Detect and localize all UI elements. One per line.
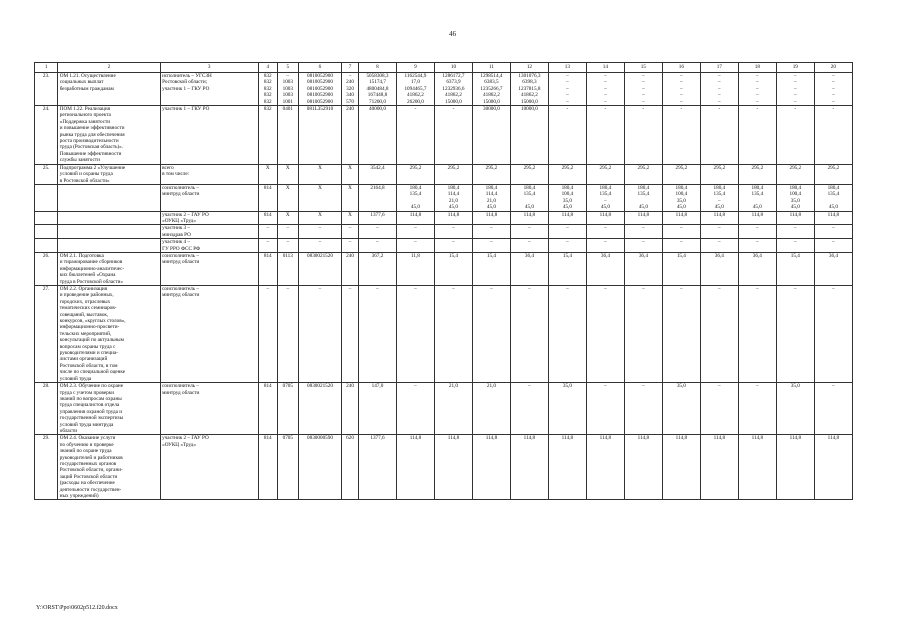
page-number: 46 [449,30,456,38]
table-row [35,435,853,500]
table-cell: – [434,286,472,383]
table-cell: - [738,106,776,165]
table-cell: ПОМ 1.22. Реализация регионального проекта «Поддержка занятости и повышение эффективности рынка труда для обеспечения роста производительности труда (Ростовская область)». Повышение эффективности службы занятости [58,106,160,165]
table-cell: 114,8 [624,211,662,225]
table-cell: – [700,225,738,239]
table-cell: X [277,164,298,184]
table-cell: – [700,383,738,435]
table-cell [35,184,58,211]
column-header: 4 [258,63,277,73]
table-cell: – [776,239,814,253]
table-cell [35,211,58,225]
table-cell: – [548,239,586,253]
table-cell: 29. [35,435,58,500]
table-cell: – [298,239,341,253]
table-header-row [35,63,853,73]
table-cell: участник 3 – минздрав РО [160,225,258,239]
table-cell: – [277,239,298,253]
table-cell: – [510,239,548,253]
table-cell: – [776,225,814,239]
table-cell [58,184,160,211]
table-cell: – [258,239,277,253]
table-cell: – [738,383,776,435]
table-cell: – – – – – [548,73,586,106]
table-cell: 295,2 [396,164,434,184]
table-cell: 114,8 [776,435,814,500]
table-cell: – [586,383,624,435]
table-cell: – [358,239,396,253]
table-cell: – [277,225,298,239]
table-cell: – [662,239,700,253]
table-cell: - [586,106,624,165]
column-header: 12 [510,63,548,73]
table-cell: 180,4 135,4 – 45,0 [586,184,624,211]
table-cell: X [277,184,298,211]
table-cell: 832 832 832 832 832 [258,73,277,106]
table-cell: 23. [35,73,58,106]
table-cell: – [434,225,472,239]
table-cell: 180,4 135,4 45,0 [738,184,776,211]
table-cell: 114,8 [548,211,586,225]
table-cell: – [258,286,277,383]
table-cell: 40000,0 [358,106,396,165]
table-cell: 36,4 [586,252,624,285]
table-cell: – [776,286,814,383]
table-row [35,73,853,106]
table-cell: – [662,286,700,383]
table-cell: – [814,239,852,253]
table-cell: 35,0 [548,383,586,435]
column-header: 10 [434,63,472,73]
table-cell: 11,8 [396,252,434,285]
table-cell: 180,4 114,4 21,0 45,0 [472,184,510,211]
table-cell: 26. [35,252,58,285]
table-cell: – [472,286,510,383]
table-row [35,164,853,184]
table-cell: 114,8 [434,435,472,500]
table-row [35,252,853,285]
table-cell: 814 [258,252,277,285]
table-row [35,286,853,383]
table-cell: 15,4 [548,252,586,285]
table-cell: – [738,286,776,383]
column-header: 14 [586,63,624,73]
table-cell: 367,2 [358,252,396,285]
table-cell [58,239,160,253]
table-cell: 180,4 100,4 35,0 45,0 [776,184,814,211]
table-cell: – [298,286,341,383]
table-cell: 114,8 [396,435,434,500]
table-cell: 814 [258,211,277,225]
table-cell: 114,8 [548,435,586,500]
table-cell: 180,4 135,4 45,0 [624,184,662,211]
table-cell: – [700,239,738,253]
table-row [35,184,853,211]
table-cell: 2164,8 [358,184,396,211]
table-cell: – [738,225,776,239]
table-cell: 25. [35,164,58,184]
table-cell: 147,0 [358,383,396,435]
table-cell: 15,4 [472,252,510,285]
table-cell [58,225,160,239]
table-cell: – [738,239,776,253]
table-cell: 1377,6 [358,211,396,225]
table-cell: X [342,164,359,184]
table-cell: 35,0 [776,383,814,435]
table-cell: 295,2 [548,164,586,184]
table-cell: 24. [35,106,58,165]
table-row [35,211,853,225]
table-cell: – 240 320 340 570 [342,73,359,106]
table-cell: 114,8 [776,211,814,225]
table-cell [58,211,160,225]
table-cell: – [624,383,662,435]
table-cell: - [396,106,434,165]
table-cell: – [358,225,396,239]
table-cell: ОМ 2.3. Обучение по охране труда с учетом проверки знаний по вопросам охраны труда специалистов отдела управления охраной труда и государственной экспертизы условий труда минтруда области [58,383,160,435]
table-cell: 35,0 [662,383,700,435]
table-cell: 0830021520 [298,383,341,435]
table-cell: – – – – – [738,73,776,106]
table-cell: – [814,286,852,383]
table-cell: - [662,106,700,165]
table-cell: 814 [258,383,277,435]
table-cell: X [342,211,359,225]
table-cell: 21,0 [434,383,472,435]
table-cell: – [396,225,434,239]
table-cell: 240 [342,106,359,165]
table-cell: – – – – – [624,73,662,106]
table-cell: 114,8 [662,211,700,225]
column-header: 5 [277,63,298,73]
table-cell: – [510,225,548,239]
table-cell: 114,8 [586,211,624,225]
table-cell: 295,2 [776,164,814,184]
table-cell: 620 [342,435,359,500]
table-cell: – 1003 1003 1003 1001 [277,73,298,106]
table-cell: 114,8 [396,211,434,225]
table-cell: 1377,6 [358,435,396,500]
table-cell: 1298514,4 6383,5 1235266,7 41862,2 15000,0 [472,73,510,106]
table-cell: 114,8 [510,435,548,500]
table-cell: – [396,239,434,253]
table-cell: соисполнитель – минтруд области [160,184,258,211]
column-header: 1 [35,63,58,73]
table-cell: – [548,225,586,239]
table-body [35,73,853,500]
table-cell: 3542,4 [358,164,396,184]
table-cell: - [814,106,852,165]
table-cell: 36,4 [700,252,738,285]
table-cell: - [700,106,738,165]
budget-table [34,62,853,500]
table-cell: – [472,239,510,253]
table-cell: – [358,286,396,383]
table-cell: X [298,164,341,184]
table-cell: участник 1 – ГКУ РО [160,106,258,165]
table-cell: 114,8 [662,435,700,500]
column-header: 6 [298,63,341,73]
table-cell: 114,8 [434,211,472,225]
table-cell: 114,8 [738,435,776,500]
table-cell: – [624,225,662,239]
table-cell: 180,4 135,4 45,0 [814,184,852,211]
table-cell: – [814,383,852,435]
table-cell: 21,0 [472,383,510,435]
table-cell: 114,8 [510,211,548,225]
table-cell: 295,2 [814,164,852,184]
table-cell: 180,4 135,4 45,0 [510,184,548,211]
table-cell: участник 2 – ГАУ РО «ОУКЦ «Труд» [160,435,258,500]
table-cell: – [586,239,624,253]
table-cell: 814 [258,435,277,500]
table-cell: – – – – – [776,73,814,106]
table-cell: 36,4 [510,252,548,285]
column-header: 8 [358,63,396,73]
table-cell: участник 4 – ГУ РРО ФСС РФ [160,239,258,253]
table-cell: 28. [35,383,58,435]
table-cell: – [510,383,548,435]
table-cell: ОМ 2.1. Подготовка и тиражирование сборников информационно-аналитичес- ких бюллетеней «Охрана труда в Ростовской области» [58,252,160,285]
table-cell: X [298,184,341,211]
table-cell: 1286172,7 6373,9 1232936,6 41862,2 15000,0 [434,73,472,106]
table-cell: – – – – – [700,73,738,106]
table-cell: 295,2 [662,164,700,184]
table-cell [35,239,58,253]
table-cell: 15,4 [662,252,700,285]
table-cell: – [396,286,434,383]
table-cell: 30000,0 [472,106,510,165]
table-cell: – [624,286,662,383]
table-cell: ОМ 2.4. Оказание услуги по обучению и проверке знаний по охране труда руководителей и работников государственных органов Ростовской области, органи- заций Ростовской области (расходы на обеспечение деятельности государствен- ных учреждений) [58,435,160,500]
table-cell: - [434,106,472,165]
table-cell: – [510,286,548,383]
table-cell: соисполнитель – минтруд области [160,286,258,383]
table-cell: – – – – – [662,73,700,106]
column-header: 16 [662,63,700,73]
table-cell: 180,4 114,4 21,0 45,0 [434,184,472,211]
table-cell: 114,8 [624,435,662,500]
table-cell: 180,4 100,4 35,0 45,0 [548,184,586,211]
table-cell: 295,2 [624,164,662,184]
table-cell: 0830000590 [298,435,341,500]
table-cell: 240 [342,252,359,285]
table-row [35,383,853,435]
table-cell: 1301076,3 6398,3 1237815,8 41862,2 15000,0 [510,73,548,106]
table-cell: – [434,239,472,253]
table-cell: соисполнитель – минтруд области [160,383,258,435]
column-header: 13 [548,63,586,73]
column-header: 20 [814,63,852,73]
table-cell: 27. [35,286,58,383]
table-cell: ОМ 2.2. Организация и проведение районных, городских, отраслевых тематических семинаров- совещаний, выставок, конкурсов, «круглых столов», информационно-просвети- тельских мероприятий, консультаций по актуальным вопросам охраны труда с руководителями и специа- листами организаций Ростовской области, в том числе по специальной оценке условий труда [58,286,160,383]
table-cell: 36,4 [814,252,852,285]
table-cell: 114,8 [700,211,738,225]
table-cell: 10000,0 [510,106,548,165]
table-cell: – [586,225,624,239]
table-cell: 114,8 [814,211,852,225]
table-cell: – – – – – [586,73,624,106]
table-cell: X [342,184,359,211]
table-row [35,106,853,165]
column-header: 18 [738,63,776,73]
table-cell: 180,4 135,4 – 45,0 [700,184,738,211]
column-header: 19 [776,63,814,73]
table-cell: 0113 [277,252,298,285]
table-cell: соисполнитель – минтруд области [160,252,258,285]
table-cell: – [548,286,586,383]
table-cell: - [776,106,814,165]
table-cell: Подпрограмма 2 «Улучшение условий и охраны труда в Ростовской области» [58,164,160,184]
table-cell: – [814,225,852,239]
table-cell: 295,2 [700,164,738,184]
table-cell: X [258,164,277,184]
table-cell: 295,2 [738,164,776,184]
table-cell: 081L352910 [298,106,341,165]
table-cell: 0401 [277,106,298,165]
table-cell: 1162544,9 17,0 1094465,7 41862,2 26200,0 [396,73,434,106]
table-cell: 180,4 100,4 35,0 45,0 [662,184,700,211]
table-cell: 295,2 [510,164,548,184]
column-header: 7 [342,63,359,73]
table-cell: 814 [258,184,277,211]
table-cell: – [472,225,510,239]
table-cell: – [342,286,359,383]
table-cell: 0830021520 [298,252,341,285]
table-cell: 295,2 [472,164,510,184]
table-cell: – [700,286,738,383]
table-cell: 0705 [277,383,298,435]
table-cell: 0810052900 0810052900 0810052900 0810052900 0810052900 [298,73,341,106]
table-cell: – [586,286,624,383]
table-cell: ОМ 1.21. Осуществление социальных выплат безработным гражданам [58,73,160,106]
table-cell: 295,2 [434,164,472,184]
table-cell: всего в том числе: [160,164,258,184]
table-cell: 114,8 [586,435,624,500]
table-cell: 15,4 [434,252,472,285]
table-row [35,239,853,253]
table-cell: 5058308,3 15174,7 4800484,8 167448,8 71200,0 [358,73,396,106]
table-cell: – [298,225,341,239]
column-header: 9 [396,63,434,73]
table-cell: – – – – – [814,73,852,106]
table-cell: 832 [258,106,277,165]
table-cell: 114,8 [814,435,852,500]
table-cell: 36,4 [624,252,662,285]
table-cell: 114,8 [472,211,510,225]
table-cell: 114,8 [738,211,776,225]
table-cell: 114,8 [472,435,510,500]
table-cell: исполнитель – УГСЗН Ростовской области; участник 1 – ГКУ РО [160,73,258,106]
table-cell: – [624,239,662,253]
table-cell: X [277,211,298,225]
column-header: 3 [160,63,258,73]
table-cell: – [277,286,298,383]
table-cell: – [396,383,434,435]
table-cell: - [548,106,586,165]
table-cell [35,225,58,239]
table-cell: 36,4 [738,252,776,285]
table-cell: 114,8 [700,435,738,500]
table-cell: X [298,211,341,225]
footer-file-path: Y:\ORST\Ppo\0602p512.f20.docx [36,605,118,611]
table-cell: - [624,106,662,165]
table-cell: 15,4 [776,252,814,285]
column-header: 2 [58,63,160,73]
column-header: 17 [700,63,738,73]
table-cell: – [342,225,359,239]
table-cell: – [258,225,277,239]
table-cell: – [662,225,700,239]
table-cell: – [342,239,359,253]
column-header: 15 [624,63,662,73]
column-header: 11 [472,63,510,73]
table-cell: 240 [342,383,359,435]
table-cell: 0705 [277,435,298,500]
table-row [35,225,853,239]
table-cell: 295,2 [586,164,624,184]
table-cell: участник 2 – ГАУ РО «ОУКЦ «Труд» [160,211,258,225]
table-cell: 180,4 135,4 45,0 [396,184,434,211]
